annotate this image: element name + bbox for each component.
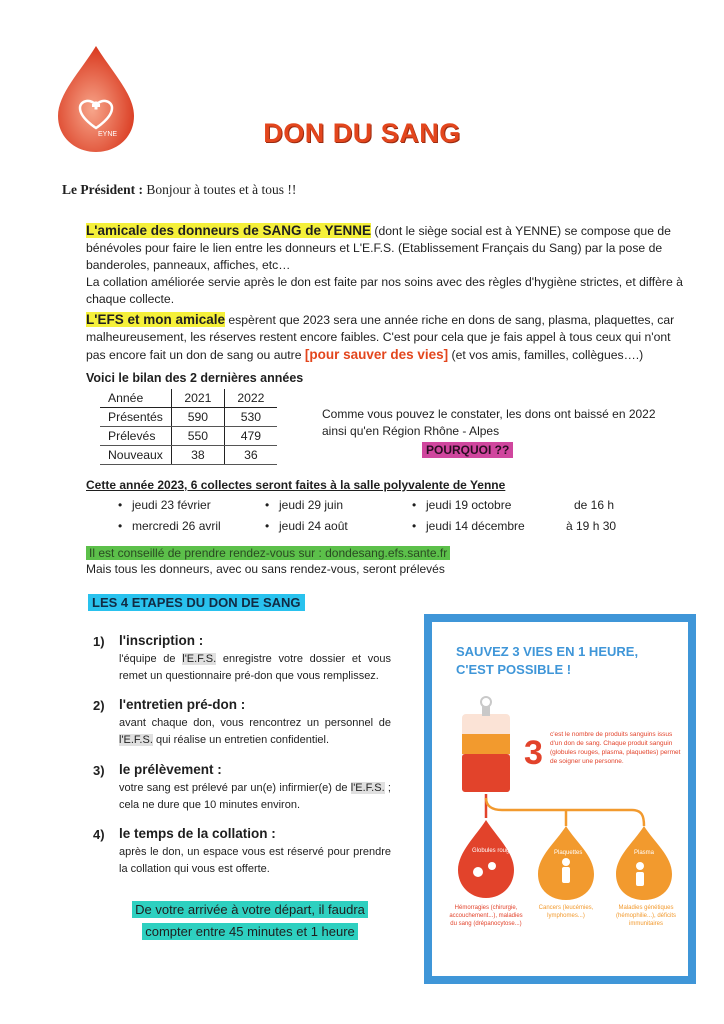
table-row [100, 446, 277, 465]
amicale-highlight: L'amicale des donneurs de SANG de YENNE [86, 223, 372, 238]
drop-label: Plasma [634, 850, 655, 856]
duration-note-2 [112, 924, 388, 939]
step-number: 1) [93, 634, 105, 649]
poster-panel [432, 622, 688, 976]
poster-illustration [432, 622, 688, 976]
table-cell: Prélevés [100, 427, 171, 446]
paragraph-efs [86, 311, 686, 364]
table-cell: Présentés [100, 408, 171, 427]
collectes-heading: Cette année 2023, 6 collectes seront faites à la salle polyvalente de Yenne [86, 478, 506, 492]
step-title: l'inscription : [119, 633, 204, 648]
step-text [119, 844, 391, 878]
step-text [119, 780, 391, 814]
greeting-label: Le Président : [62, 182, 143, 197]
date-item: jeudi 29 juin [279, 498, 344, 512]
table-header-cell: Année [100, 389, 171, 408]
bilan-comment-1: Comme vous pouvez le constater, les dons ont baissé en 2022 [322, 407, 656, 421]
step-text-b: enregistre votre dossier et vous remet un questionnaire pré-don que vous remplissez. [119, 653, 391, 682]
blood-bag-icon [462, 697, 510, 792]
greeting-text: Bonjour à toutes et à tous !! [146, 182, 297, 197]
efs-poster [424, 614, 696, 984]
step-text [119, 651, 391, 685]
rdv-note: Mais tous les donneurs, avec ou sans rendez-vous, seront prélevés [86, 562, 445, 576]
step-text-a: l'équipe de [119, 653, 183, 665]
caption: Cancers (leucémies, lymphomes...) [538, 905, 594, 919]
pourquoi-text: POURQUOI ?? [422, 442, 513, 458]
table-header-cell: 2022 [224, 389, 277, 408]
drop-orange-2-icon [616, 826, 672, 900]
drop-orange-icon [538, 826, 594, 900]
page-title: DON DU SANG [263, 118, 461, 148]
step-text-a: avant chaque don, vous rencontrez un personnel de [119, 717, 391, 729]
big-number: 3 [524, 734, 543, 772]
duration-note-2-text: compter entre 45 minutes et 1 heure [142, 923, 358, 940]
step-text [119, 715, 391, 749]
amicale-text: (dont le siège social est à YENNE) se compose que de bénévoles pour faire le lien entre les donneurs et L'E.F.S. (Etablissement Français du Sang) par la pose de banderoles, panneaux, affiches, etc… [86, 224, 671, 272]
bilan-heading: Voici le bilan des 2 dernières années [86, 371, 304, 385]
efs-highlight: L'EFS et mon amicale [86, 312, 226, 327]
efs-text: espèrent que 2023 sera une année riche en dons de sang, plasma, plaquettes, car malheureusement, les réserves restent encore faibles. C'est pour cela que je fais appel à tous ceux qui n'ont pas encore fait un don de sang ou autre [86, 313, 675, 362]
greeting [62, 182, 296, 198]
step-number: 4) [93, 827, 105, 842]
efs-label: l'E.F.S. [350, 782, 385, 794]
table-cell: 550 [171, 427, 224, 446]
table-row [100, 408, 277, 427]
date-item: jeudi 24 août [279, 519, 348, 533]
hours-end: à 19 h 30 [566, 519, 617, 533]
table-cell: Nouveaux [100, 446, 171, 465]
duration-note-1-text: De votre arrivée à votre départ, il faudra [132, 901, 368, 918]
step-text-a: votre sang est prélevé par un(e) infirmier(e) de [119, 782, 351, 794]
etapes-heading: LES 4 ETAPES DU DON DE SANG [88, 594, 305, 611]
svg-text:EYNE: EYNE [98, 131, 118, 138]
drop-label: Globules rouges [472, 848, 516, 854]
poster-title-1: SAUVEZ 3 VIES EN 1 HEURE, [456, 644, 639, 659]
bullet-icon: • [265, 519, 270, 533]
drop-label: Plaquettes [554, 850, 583, 856]
step-title: l'entretien pré-don : [119, 697, 246, 712]
step-number: 2) [93, 698, 105, 713]
step-title: le prélèvement : [119, 762, 222, 777]
poster-title-2: C'EST POSSIBLE ! [456, 662, 572, 677]
sauver-des-vies: [pour sauver des vies] [304, 347, 449, 362]
step-text-b: ; cela ne dure que 10 minutes environ. [119, 782, 391, 811]
bilan-comment-2: ainsi qu'en Région Rhône - Alpes [322, 424, 500, 438]
table-cell: 590 [171, 408, 224, 427]
step-number: 3) [93, 763, 105, 778]
date-item: jeudi 19 octobre [426, 498, 512, 512]
table-row [100, 427, 277, 446]
table-header-row [100, 389, 277, 408]
caption: Maladies génétiques (hémophilie...), déficits immunitaires [615, 905, 677, 927]
bullet-icon: • [412, 498, 417, 512]
date-item: mercredi 26 avril [132, 519, 221, 533]
table-cell: 38 [171, 446, 224, 465]
bullet-icon: • [118, 498, 123, 512]
bullet-icon: • [265, 498, 270, 512]
drop-red-icon [458, 820, 516, 898]
efs-text-end: (et vos amis, familles, collègues….) [448, 348, 644, 362]
bilan-table [100, 389, 277, 465]
step-text-b: qui réalise un entretien confidentiel. [152, 734, 330, 746]
efs-label: l'E.F.S. [119, 734, 153, 746]
caption: Hémorragies (chirurgie, accouchement...), maladies du sang (drépanocytose...) [449, 905, 523, 927]
bullet-icon: • [118, 519, 123, 533]
table-cell: 36 [224, 446, 277, 465]
bullet-icon: • [412, 519, 417, 533]
table-cell: 530 [224, 408, 277, 427]
rdv-advice: Il est conseillé de prendre rendez-vous sur : dondesang.efs.sante.fr [86, 546, 450, 560]
date-item: jeudi 14 décembre [426, 519, 525, 533]
poster-blurb: c'est le nombre de produits sanguins issus d'un don de sang. Chaque produit sanguin (globules rouges, plasma, plaquettes) permet de soigner une personne. [550, 731, 681, 765]
paragraph-amicale [86, 222, 686, 274]
step-text-a: après le don, un espace vous est réservé pour prendre la collation qui vous est offerte. [119, 846, 391, 875]
duration-note-1 [112, 902, 388, 917]
table-cell: 479 [224, 427, 277, 446]
efs-label: l'E.F.S. [182, 653, 217, 665]
hours-start: de 16 h [574, 498, 615, 512]
step-title: le temps de la collation : [119, 826, 276, 841]
date-item: jeudi 23 février [132, 498, 211, 512]
table-header-cell: 2021 [171, 389, 224, 408]
paragraph-collation: La collation améliorée servie après le don est faite par nos soins avec des règles d'hygiène strictes, et diffère à chaque collecte. [86, 275, 683, 306]
pourquoi-badge [422, 441, 513, 459]
